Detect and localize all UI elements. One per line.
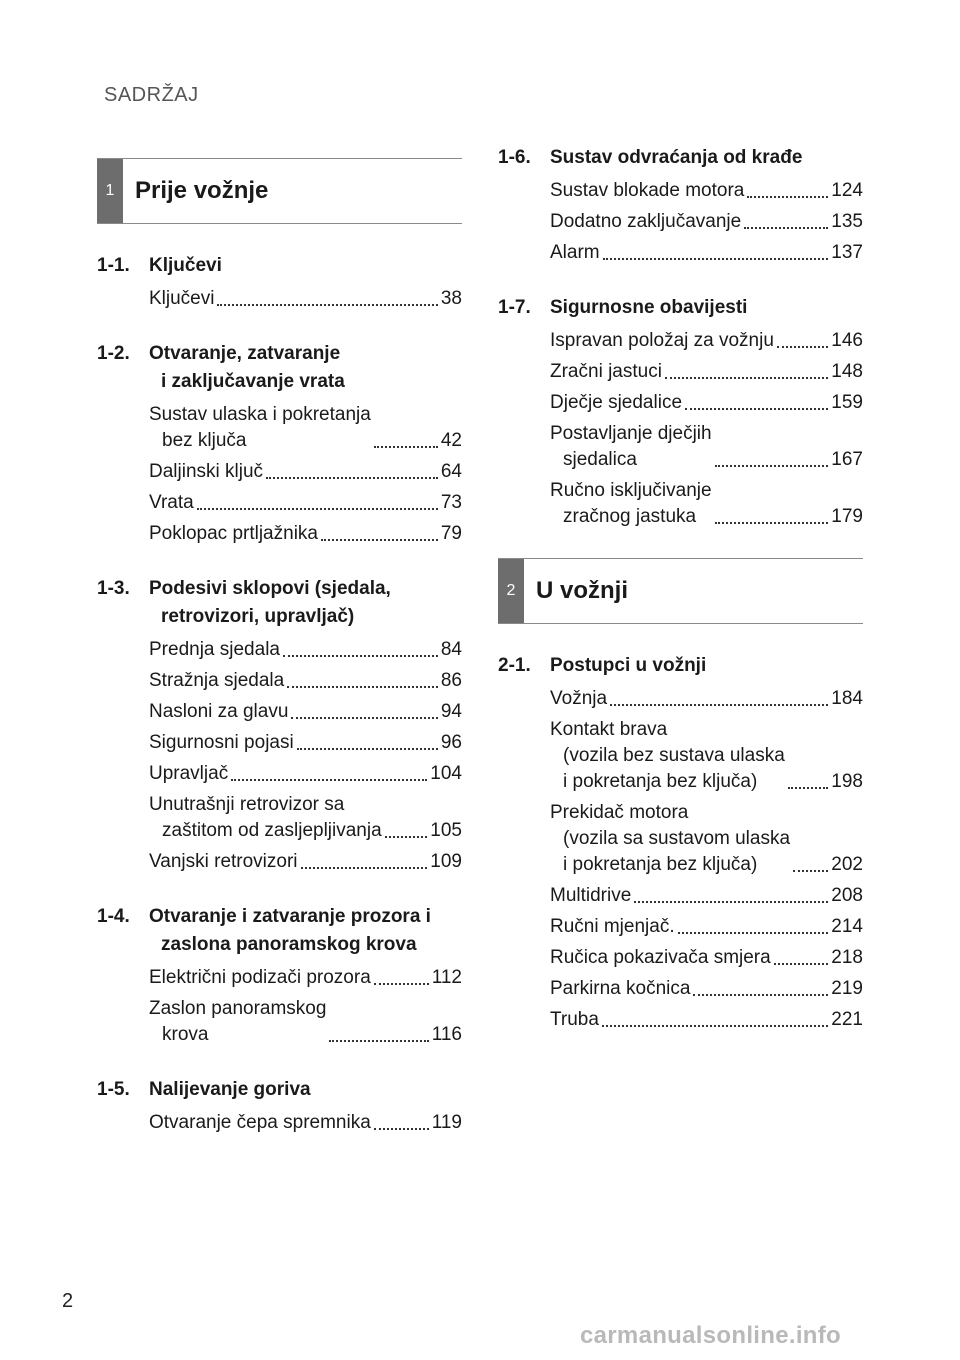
toc-entry[interactable] <box>550 945 863 971</box>
page-reference: 79 <box>440 523 462 544</box>
dot-leader <box>217 303 437 306</box>
toc-entry[interactable] <box>550 1007 863 1033</box>
section-title <box>149 252 462 280</box>
entry-list <box>498 328 863 530</box>
entry-title-line: Sigurnosni pojasi <box>149 732 294 753</box>
entry-list <box>97 1110 462 1136</box>
toc-entry[interactable] <box>550 914 863 940</box>
dot-leader <box>374 1127 429 1130</box>
toc-entry[interactable] <box>550 421 863 473</box>
dot-leader <box>747 195 828 198</box>
toc-entry[interactable] <box>550 883 863 909</box>
dot-leader <box>301 866 428 869</box>
entry-list <box>97 965 462 1048</box>
toc-entry[interactable] <box>149 699 462 725</box>
section-title-line: zaslona panoramskog krova <box>161 934 417 955</box>
entry-title <box>149 1110 371 1136</box>
section-heading[interactable] <box>97 1076 462 1104</box>
entry-title-line: Multidrive <box>550 885 632 906</box>
entry-title-line: Truba <box>550 1009 599 1030</box>
section-number: 1-4. <box>97 906 130 927</box>
section-title <box>149 903 462 959</box>
toc-entry[interactable] <box>149 1110 462 1136</box>
section-title-line: Nalijevanje goriva <box>149 1079 311 1100</box>
chapter-2-heading[interactable] <box>498 558 863 624</box>
section-heading[interactable] <box>97 575 462 631</box>
dot-leader <box>197 507 438 510</box>
dot-leader <box>774 962 829 965</box>
page-reference: 38 <box>440 288 462 309</box>
entry-title <box>550 976 690 1002</box>
entry-title-line: Sustav blokade motora <box>550 180 745 201</box>
entry-title-line: Vanjski retrovizori <box>149 851 298 872</box>
section-title-line: retrovizori, upravljač) <box>161 606 355 627</box>
toc-right-column <box>498 144 863 1061</box>
section-title <box>550 652 863 680</box>
entry-title <box>550 478 712 530</box>
dot-leader <box>634 900 828 903</box>
toc-entry[interactable] <box>149 286 462 312</box>
page-reference: 198 <box>831 771 863 792</box>
entry-title <box>550 800 790 878</box>
toc-entry[interactable] <box>149 402 462 454</box>
entry-title <box>550 178 744 204</box>
entry-title <box>149 849 298 875</box>
toc-entry[interactable] <box>550 800 863 878</box>
toc-entry[interactable] <box>149 637 462 663</box>
entry-title-line: Upravljač <box>149 763 229 784</box>
entry-title-line: Ručica pokazivača smjera <box>550 947 771 968</box>
page-reference: 119 <box>431 1112 462 1133</box>
entry-title-line: Unutrašnji retrovizor sa <box>149 794 345 815</box>
entry-title-line: Dječje sjedalice <box>550 392 683 413</box>
entry-title <box>550 945 771 971</box>
dot-leader <box>297 747 438 750</box>
toc-entry[interactable] <box>149 849 462 875</box>
toc-left-column <box>97 158 462 1164</box>
toc-entry[interactable] <box>149 965 462 991</box>
toc-entry[interactable] <box>550 209 863 235</box>
entry-title-line: Ključevi <box>149 288 215 309</box>
page-header-title: SADRŽAJ <box>104 84 199 106</box>
toc-entry[interactable] <box>149 730 462 756</box>
entry-title <box>149 459 263 485</box>
dot-leader <box>602 1024 828 1027</box>
toc-entry[interactable] <box>550 359 863 385</box>
entry-title-line: Prednja sjedala <box>149 639 280 660</box>
section-title <box>149 1076 462 1104</box>
page-reference: 184 <box>831 688 863 709</box>
section-title-line: Podesivi sklopovi (sjedala, <box>149 578 391 599</box>
dot-leader <box>287 685 438 688</box>
entry-title <box>149 402 371 454</box>
entry-title-line: Otvaranje čepa spremnika <box>149 1112 371 1133</box>
entry-title-line: Stražnja sjedala <box>149 670 285 691</box>
entry-title-line: bez ključa <box>162 430 247 451</box>
entry-title-line: zaštitom od zasljepljivanja <box>162 820 382 841</box>
entry-title-line: Prekidač motora <box>550 802 689 823</box>
page-reference: 159 <box>831 392 863 413</box>
watermark-logo: carmanualsonline.info <box>580 1322 842 1349</box>
toc-entry[interactable] <box>550 478 863 530</box>
entry-title <box>550 914 675 940</box>
toc-entry[interactable] <box>149 792 462 844</box>
entry-title-line: Ručno isključivanje <box>550 480 712 501</box>
entry-title <box>149 996 326 1048</box>
chapter-1-sections <box>97 252 462 1136</box>
entry-title-line: i pokretanja bez ključa) <box>563 854 758 875</box>
entry-title-line: Nasloni za glavu <box>149 701 289 722</box>
dot-leader <box>610 703 828 706</box>
entry-title-line: krova <box>162 1024 209 1045</box>
toc-entry[interactable] <box>550 390 863 416</box>
toc-section <box>97 575 462 875</box>
page-reference: 94 <box>440 701 462 722</box>
section-heading[interactable] <box>97 903 462 959</box>
toc-entry[interactable] <box>550 328 863 354</box>
section-number: 1-1. <box>97 255 130 276</box>
section-title-line: i zaključavanje vrata <box>161 371 345 392</box>
toc-entry[interactable] <box>550 240 863 266</box>
section-title <box>149 340 462 396</box>
toc-section <box>97 340 462 547</box>
page-reference: 137 <box>831 242 863 263</box>
toc-entry[interactable] <box>149 521 462 547</box>
toc-entry[interactable] <box>550 976 863 1002</box>
page-reference: 221 <box>831 1009 863 1030</box>
section-title-line: Otvaranje i zatvaranje prozora i <box>149 906 431 927</box>
section-heading[interactable] <box>498 652 863 680</box>
section-title-line: Ključevi <box>149 255 222 276</box>
dot-leader <box>793 869 828 872</box>
chapter-1-continued-sections <box>498 144 863 530</box>
entry-title <box>550 328 774 354</box>
entry-title <box>149 761 228 787</box>
chapter-number-tab: 1 <box>97 159 123 223</box>
page-reference: 42 <box>440 430 462 451</box>
dot-leader <box>685 407 828 410</box>
entry-title-line: Zračni jastuci <box>550 361 662 382</box>
entry-title-line: Vožnja <box>550 688 608 709</box>
dot-leader <box>715 464 829 467</box>
entry-title <box>149 637 280 663</box>
section-number: 1-5. <box>97 1079 130 1100</box>
entry-list <box>97 402 462 547</box>
page-reference: 135 <box>831 211 863 232</box>
toc-entry[interactable] <box>149 668 462 694</box>
dot-leader <box>603 257 829 260</box>
entry-title <box>149 286 214 312</box>
page-reference: 84 <box>440 639 462 660</box>
entry-title <box>149 730 294 756</box>
section-title <box>149 575 462 631</box>
entry-title <box>550 421 712 473</box>
toc-section <box>97 903 462 1048</box>
section-heading[interactable] <box>97 340 462 396</box>
entry-title-line: sjedalica <box>563 449 637 470</box>
page-reference: 179 <box>831 506 863 527</box>
toc-entry[interactable] <box>550 178 863 204</box>
section-number: 1-3. <box>97 578 130 599</box>
dot-leader <box>788 786 829 789</box>
entry-title <box>550 359 662 385</box>
page-reference: 116 <box>431 1024 462 1045</box>
page-reference: 208 <box>831 885 863 906</box>
entry-title <box>149 699 288 725</box>
toc-section <box>97 252 462 312</box>
dot-leader <box>777 345 828 348</box>
page-reference: 64 <box>440 461 462 482</box>
dot-leader <box>374 982 429 985</box>
entry-title <box>550 717 785 795</box>
dot-leader <box>374 445 438 448</box>
page-reference: 214 <box>831 916 863 937</box>
entry-title-line: zračnog jastuka <box>563 506 697 527</box>
entry-list <box>97 286 462 312</box>
dot-leader <box>678 931 829 934</box>
entry-title <box>550 240 600 266</box>
entry-title-line: Sustav ulaska i pokretanja <box>149 404 371 425</box>
chapter-2-sections <box>498 652 863 1033</box>
entry-title <box>550 883 631 909</box>
entry-title-line: Vrata <box>149 492 194 513</box>
entry-title <box>149 521 318 547</box>
page-reference: 109 <box>430 851 462 872</box>
page-reference: 86 <box>440 670 462 691</box>
entry-title-line: Parkirna kočnica <box>550 978 691 999</box>
entry-title <box>550 390 682 416</box>
page-reference: 124 <box>831 180 863 201</box>
entry-title <box>149 490 194 516</box>
dot-leader <box>744 226 828 229</box>
dot-leader <box>715 521 829 524</box>
toc-entry[interactable] <box>149 490 462 516</box>
entry-title <box>550 686 607 712</box>
entry-title <box>149 792 382 844</box>
page-reference: 105 <box>430 820 462 841</box>
page-reference: 202 <box>831 854 863 875</box>
page-reference: 219 <box>831 978 863 999</box>
dot-leader <box>385 835 428 838</box>
dot-leader <box>291 716 437 719</box>
section-number: 1-6. <box>498 147 531 168</box>
section-heading[interactable] <box>97 252 462 280</box>
page-reference: 73 <box>440 492 462 513</box>
entry-list <box>97 637 462 875</box>
page-number: 2 <box>62 1290 74 1312</box>
toc-entry[interactable] <box>149 761 462 787</box>
section-title <box>550 294 863 322</box>
entry-list <box>498 686 863 1033</box>
section-title-line: Sigurnosne obavijesti <box>550 297 748 318</box>
section-number: 1-7. <box>498 297 531 318</box>
chapter-title: Prije vožnje <box>135 177 269 204</box>
entry-title-line: Ispravan položaj za vožnju <box>550 330 774 351</box>
entry-title <box>550 1007 599 1033</box>
entry-title-line: i pokretanja bez ključa) <box>563 771 758 792</box>
toc-section <box>97 1076 462 1136</box>
dot-leader <box>693 993 828 996</box>
dot-leader <box>283 654 438 657</box>
page-reference: 148 <box>831 361 863 382</box>
page-reference: 167 <box>831 449 863 470</box>
page-reference: 104 <box>430 763 462 784</box>
entry-title-line: Električni podizači prozora <box>149 967 371 988</box>
entry-title-line: Kontakt brava <box>550 719 668 740</box>
section-number: 2-1. <box>498 655 531 676</box>
section-title <box>550 144 863 172</box>
toc-entry[interactable] <box>149 996 462 1048</box>
chapter-title: U vožnji <box>536 577 629 604</box>
toc-entry[interactable] <box>149 459 462 485</box>
entry-title-line: Daljinski ključ <box>149 461 264 482</box>
entry-title <box>149 965 371 991</box>
section-number: 1-2. <box>97 343 130 364</box>
entry-title <box>149 668 284 694</box>
dot-leader <box>321 538 438 541</box>
dot-leader <box>231 778 427 781</box>
dot-leader <box>266 476 438 479</box>
entry-title-line: Ručni mjenjač. <box>550 916 675 937</box>
section-heading[interactable] <box>498 144 863 172</box>
toc-section <box>498 294 863 530</box>
chapter-number-tab: 2 <box>498 559 524 623</box>
page-reference: 146 <box>831 330 863 351</box>
entry-title-line: (vozila sa sustavom ulaska <box>563 828 791 849</box>
section-title-line: Otvaranje, zatvaranje <box>149 343 341 364</box>
entry-title-line: Alarm <box>550 242 600 263</box>
entry-title-line: Poklopac prtljažnika <box>149 523 318 544</box>
entry-list <box>498 178 863 266</box>
entry-title-line: (vozila bez sustava ulaska <box>563 745 785 766</box>
entry-title <box>550 209 741 235</box>
page-reference: 96 <box>440 732 462 753</box>
dot-leader <box>329 1039 428 1042</box>
section-title-line: Postupci u vožnji <box>550 655 707 676</box>
entry-title-line: Zaslon panoramskog <box>149 998 327 1019</box>
toc-section <box>498 144 863 266</box>
page-reference: 112 <box>431 967 462 988</box>
entry-title-line: Dodatno zaključavanje <box>550 211 742 232</box>
toc-section <box>498 652 863 1033</box>
section-heading[interactable] <box>498 294 863 322</box>
page-reference: 218 <box>831 947 863 968</box>
chapter-1-heading[interactable] <box>97 158 462 224</box>
dot-leader <box>665 376 828 379</box>
section-title-line: Sustav odvraćanja od krađe <box>550 147 803 168</box>
toc-entry[interactable] <box>550 717 863 795</box>
toc-entry[interactable] <box>550 686 863 712</box>
entry-title-line: Postavljanje dječjih <box>550 423 712 444</box>
